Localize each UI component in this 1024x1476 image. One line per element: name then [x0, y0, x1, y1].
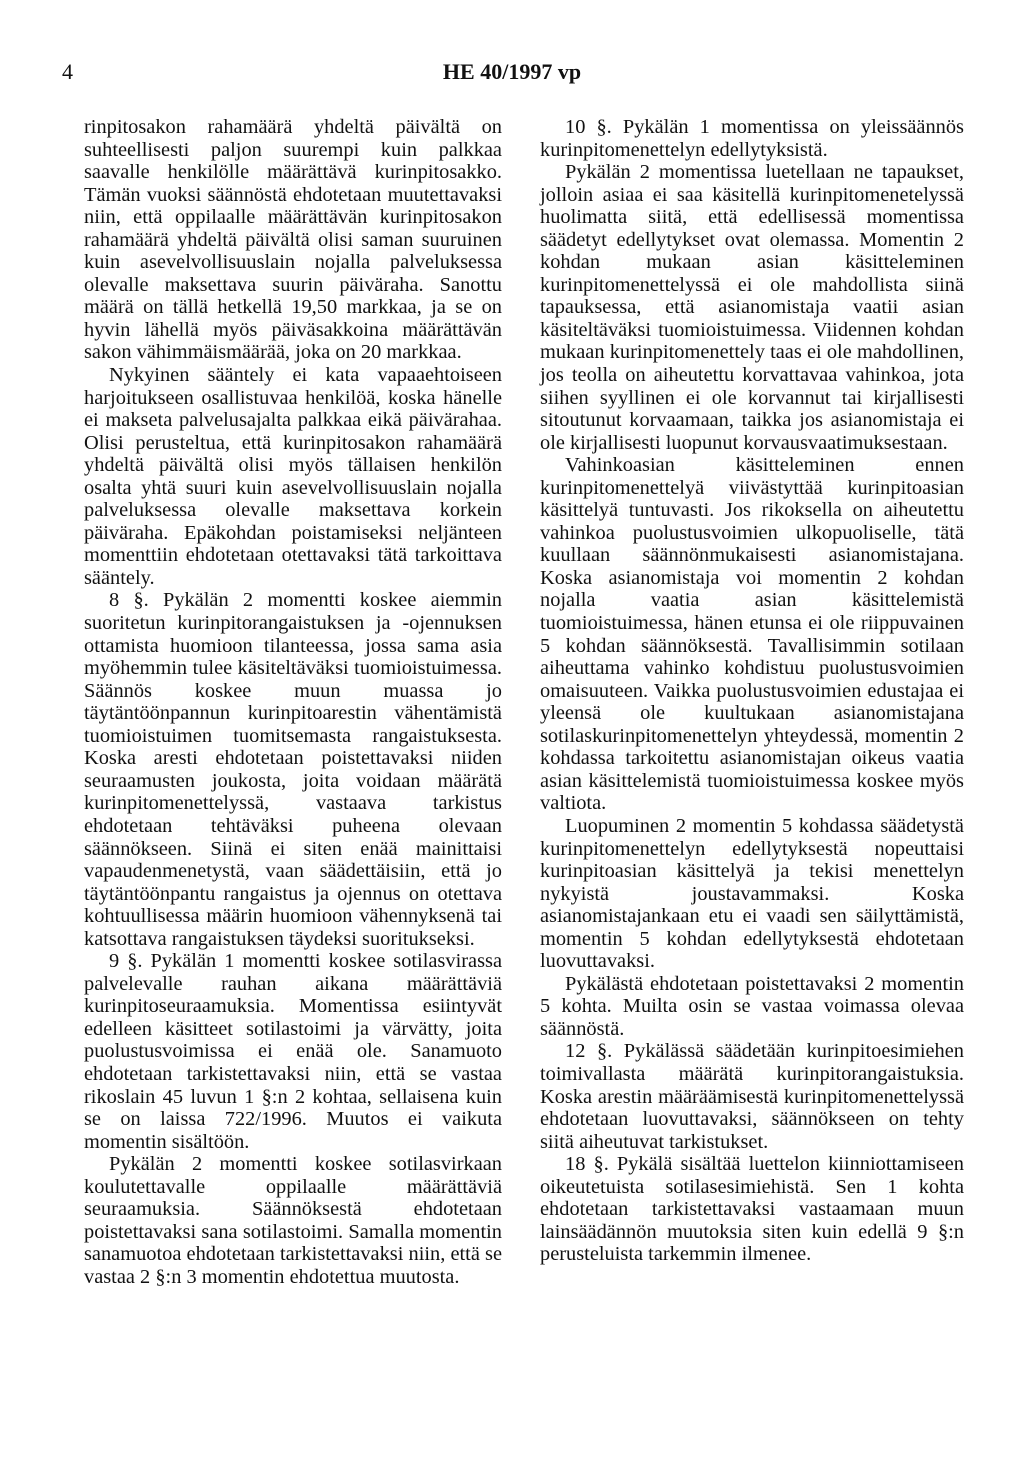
paragraph: Pykälän 2 momentti koskee sotilasvirkaan koulutettavalle oppilaalle määrättäviä seuraamuksia. Säännöksestä ehdotetaan poistettavaksi sana sotilastoimi. Samalla momentin sanamuotoa ehdotetaan tarkistettavaksi niin, että se vastaa 2 §:n 3 momentin ehdotettua muutosta. — [84, 1153, 502, 1288]
right-text-column — [540, 116, 964, 1266]
paragraph-section-8: 8 §. Pykälän 2 momentti koskee aiemmin suoritetun kurinpitorangaistuksen ja -ojennuksen ottamista huomioon tilanteessa, jossa sama asia myöhemmin tulee käsiteltäväksi tuomioistuimessa. Säännös koskee muun muassa jo täytäntöönpannun kurinpitoarestin vähentämistä tuomioistuimen tuomitsemasta rangaistuksesta. Koska aresti ehdotetaan poistettavaksi niiden seuraamusten joukosta, joita voidaan määrätä kurinpitomenettelyssä, vastaava tarkistus ehdotetaan tehtäväksi puheena olevaan säännökseen. Siinä ei siten enää mainittaisi vapaudenmenetystä, vaan säädettäisiin, että jo täytäntöönpantu rangaistus ja ojennus on otettava kohtuullisessa määrin huomioon vähennyksenä tai katsottava rangaistuksen täydeksi suoritukseksi. — [84, 589, 502, 950]
paragraph-section-9: 9 §. Pykälän 1 momentti koskee sotilasvirassa palvelevalle rauhan aikana määrättäviä kurinpitoseuraamuksia. Momentissa esiintyvät edelleen käsitteet sotilastoimi ja värvätty, joita puolustusvoimissa ei enää ole. Sanamuoto ehdotetaan tarkistettavaksi niin, että se vastaa rikoslain 45 luvun 1 §:n 2 kohtaa, sellaisena kuin se on laissa 722/1996. Muutos ei vaikuta momentin sisältöön. — [84, 950, 502, 1153]
paragraph: rinpitosakon rahamäärä yhdeltä päivältä on suhteellisesti paljon suurempi kuin palkkaa saavalle henkilölle määrättävä kurinpitosakko. Tämän vuoksi säännöstä ehdotetaan muutettavaksi niin, että oppilaalle määrättävän kurinpitosakon rahamäärä yhdeltä päivältä olisi saman suuruinen kuin asevelvollisuuslain nojalla palveluksessa olevalle maksettava suurin päiväraha. Sanottu määrä on tällä hetkellä 19,50 markkaa, ja se on hyvin lähellä myös päiväsakkoina määrättävän sakon vähimmäismäärää, joka on 20 markkaa. — [84, 116, 502, 364]
paragraph: Pykälän 2 momentissa luetellaan ne tapaukset, jolloin asiaa ei saa käsitellä kurinpitomenetelyssä huolimatta siitä, että edellisessä momentissa säädetyt edellytykset ovat olemassa. Momentin 2 kohdan mukaan asian käsitteleminen kurinpitomenettelyssä ei ole mahdollista siinä tapauksessa, että asianomistaja vaatii asian käsiteltäväksi tuomioistuimessa. Viidennen kohdan mukaan kurinpitomenettely taas ei ole mahdollinen, jos teolla on aiheutettu korvattavaa vahinkoa, jota siihen syyllinen ei ole korvannut tai kirjallisesti sitoutunut korvaamaan, taikka jos asianomistaja ei ole kirjallisesti luopunut korvausvaatimuksestaan. — [540, 161, 964, 454]
page-number: 4 — [62, 59, 73, 84]
left-text-column — [84, 116, 502, 1288]
paragraph: Vahinkoasian käsitteleminen ennen kurinpitomenettelyä viivästyttää kurinpitoasian käsittelyä tuntuvasti. Jos rikoksella on aiheutettu vahinkoa puolustusvoimien ulkopuoliselle, tätä kuullaan säännönmukaisesti asianomistajana. Koska asianomistaja voi momentin 2 kohdan nojalla vaatia asian käsittelemistä tuomioistuimessa, hänen etunsa ei ole riippuvainen 5 kohdan säännöksestä. Tavallisimmin sotilaan aiheuttama vahinko kohdistuu puolustusvoimien omaisuuteen. Vaikka puolustusvoimien edustajaa ei yleensä ole kuultukaan asianomistajana sotilaskurinpitomenettelyn yhteydessä, momentin 2 kohdassa tarkoitettu asianomistajan oikeus vaatia asian käsittelemistä tuomioistuimessa koskee myös valtiota. — [540, 454, 964, 815]
paragraph-section-12: 12 §. Pykälässä säädetään kurinpitoesimiehen toimivallasta määrätä kurinpitorangaistuksia. Koska arestin määräämisestä kurinpitomenettelyssä ehdotetaan luovuttavaksi, säännökseen on tehty siitä aiheutuvat tarkistukset. — [540, 1040, 964, 1153]
paragraph-section-18: 18 §. Pykälä sisältää luettelon kiinniottamiseen oikeutetuista sotilasesimiehistä. Sen 1 kohta ehdotetaan tarkistettavaksi vastaamaan muun lainsäädännön muutoksia siten kuin edellä 9 §:n perusteluista tarkemmin ilmenee. — [540, 1153, 964, 1266]
paragraph: Luopuminen 2 momentin 5 kohdassa säädetystä kurinpitomenettelyn edellytyksestä nopeuttaisi kurinpitoasian käsittelyä ja tekisi menettelyn nykyistä joustavammaksi. Koska asianomistajankaan etu ei vaadi sen säilyttämistä, momentin 5 kohdan edellytyksestä ehdotetaan luovuttavaksi. — [540, 814, 964, 973]
running-head: HE 40/1997 vp — [442, 59, 582, 84]
paragraph: Pykälästä ehdotetaan poistettavaksi 2 momentin 5 kohta. Muilta osin se vastaa voimassa olevaa säännöstä. — [540, 972, 964, 1040]
paragraph: Nykyinen sääntely ei kata vapaaehtoiseen harjoitukseen osallistuvaa henkilöä, koska hänelle ei makseta palvelusajalta palkkaa eikä päivärahaa. Olisi perusteltua, että kurinpitosakon rahamäärä yhdeltä päivältä olisi myös tällaisen henkilön osalta yhtä suuri kuin asevelvollisuuslain nojalla palveluksessa olevalle maksettava korkein päiväraha. Epäkohdan poistamiseksi neljänteen momenttiin ehdotetaan otettavaksi tätä tarkoittava sääntely. — [84, 364, 502, 589]
paragraph-section-10: 10 §. Pykälän 1 momentissa on yleissäännös kurinpitomenettelyn edellytyksistä. — [540, 116, 964, 161]
